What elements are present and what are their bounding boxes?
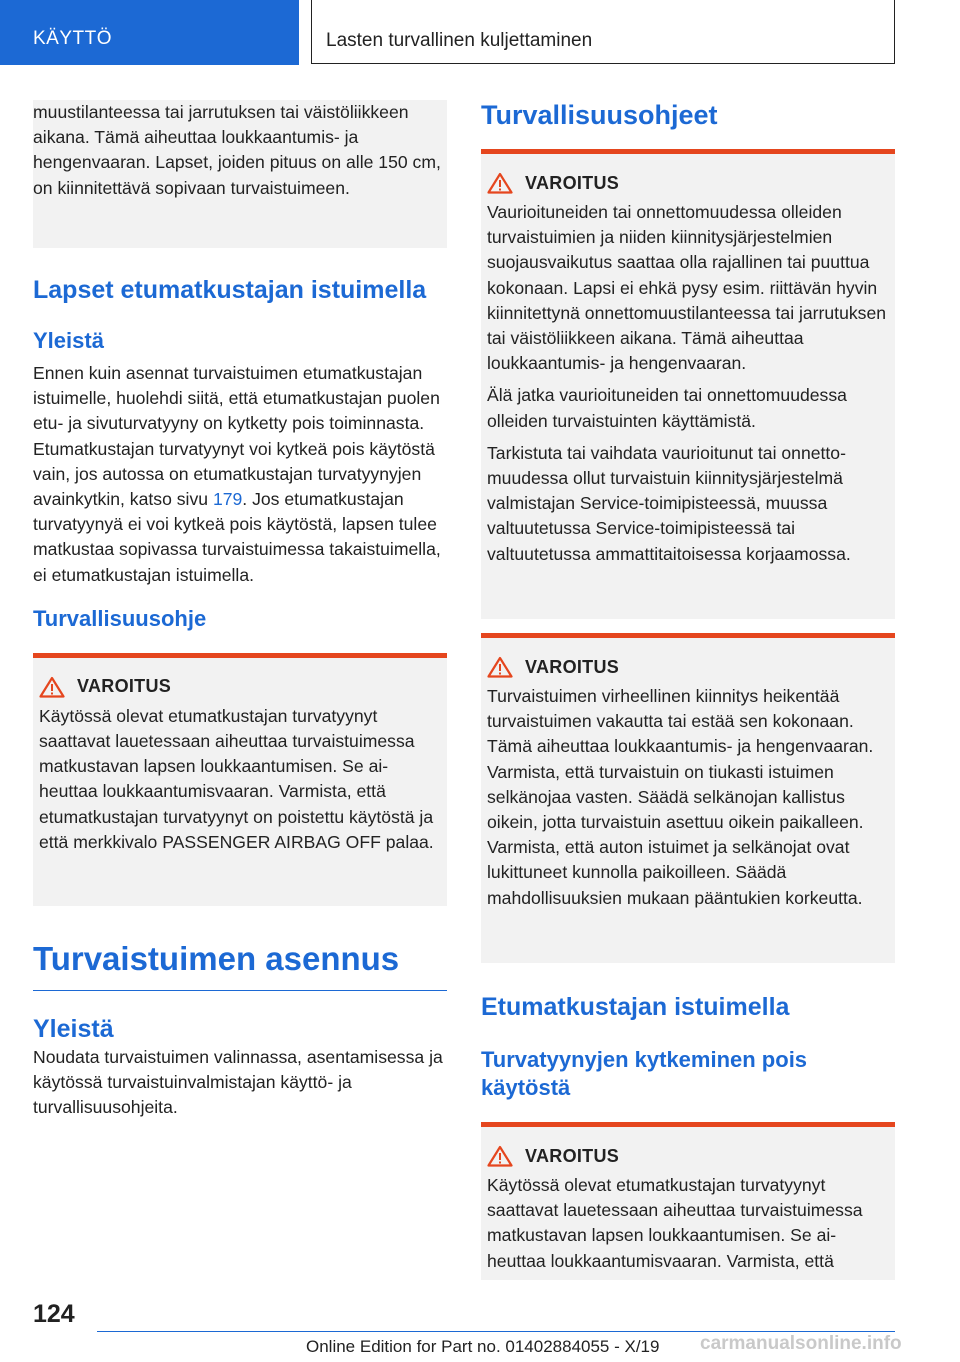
general-text-1: Ennen kuin asennat turvaistuimen etumatkustajan istuimelle, huolehdi siitä, että etumatkustajan puolen etu- ja sivuturvatyyny on kytketty pois toiminnasta. Etumatkustajan turvatyynyt voi kytkeä pois käytöstä vain, jos autossa on etumatkustajan turvatyynyjen avainkytkin, katso sivu [33, 363, 440, 510]
warning-box-airbag [33, 653, 447, 906]
warning-triangle-icon [487, 656, 513, 678]
heading-front-seat: Etumatkustajan istuimella [481, 993, 790, 1021]
heading-disable-airbags: Turvatyynyjen kytkeminen pois käytöstä [481, 1047, 808, 1100]
chapter-title: Lasten turvallinen kuljettaminen [326, 30, 593, 51]
warning-text-3: Tarkistuta tai vaihdata vaurioitunut tai onnettomuudessa ollut turvaistuin kiinnitysjärjestelmä valmistajan Service-toimipisteessä, muussa valtuutetussa Service-toimipisteessä tai valtuutetussa ammattitaitoisessa korjaamossa. [487, 442, 851, 564]
footer-rule [97, 1331, 895, 1332]
heading-safety-note: Turvallisuusohje [33, 605, 207, 631]
warning-box-airbag-active [481, 1122, 895, 1280]
section-title: KÄYTTÖ [33, 28, 113, 49]
warning-header [487, 172, 887, 194]
general-text-2: . Jos etumatkustajan turvatyynyä ei voi kytkeä pois käytöstä, lapsen tulee matkustaa sopivassa turvaistuimessa takaistuimella, ei etumatkustajan istuimella. [33, 489, 441, 585]
warning-triangle-icon [487, 172, 513, 194]
continued-warning [33, 100, 447, 248]
warning-header [487, 656, 887, 678]
chapter-header [311, 0, 895, 64]
warning-text-1: Vaurioituneiden tai onnettomuudessa olleiden turvaistuimien ja niiden kiinnitysjärjestelmien suojausvaikutus saattaa olla rajallinen tai puuttua kokonaan. Lapsi ei ehkä pysy esim. riittävän hyvin kiinnitettynä onnettomuustilanteessa tai jarrutuksen tai väistöliikkeen aikana. Tämä aiheuttaa loukkaantumis- ja hengenvaaran. [487, 202, 887, 374]
warning-header [487, 1145, 887, 1167]
heading-safety-notes: Turvallisuusohjeet [481, 100, 718, 130]
heading-general: Yleistä [33, 328, 104, 353]
right-column [481, 100, 895, 1280]
warning-box-incorrect-install [481, 633, 895, 963]
warning-label: VAROITUS [525, 656, 620, 677]
heading-rule [33, 990, 447, 991]
warning-header [39, 676, 439, 698]
warning-label: VAROITUS [525, 1145, 620, 1166]
warning-triangle-icon [487, 1145, 513, 1167]
watermark: carmanualsonline.info [700, 1333, 902, 1354]
general-paragraph [33, 361, 447, 588]
installation-paragraph: Noudata turvaistuimen valinnassa, asentamisessa ja käytössä turvaistuinvalmistajan käyttö- ja turvallisuusohjeita. [33, 1046, 443, 1118]
warning-text: Turvaistuimen virheellinen kiinnitys heikentää turvaistuimen vakautta tai estää sen kokonaan. Tämä aiheuttaa loukkaantumis- ja hengenvaaran. Varmista, että turvaistuin on tiukasti istuimen selkänojaa vasten. Säädä selkänojan kallistus oikein, jotta turvaistuin asettuu oikein paikalleen. Varmista, että auton istuimet ja selkänojat ovat lukittuneet kunnolla paikoilleen. Säädä mahdollisuuksien mukaan pääntukien korkeutta. [487, 686, 874, 908]
page-number: 124 [33, 1300, 75, 1328]
footer-edition: Online Edition for Part no. 01402884055 - X/19 [306, 1337, 660, 1356]
warning-text-2: Älä jatka vaurioituneiden tai onnettomuudessa olleiden turvaistuinten käyttämistä. [487, 385, 847, 431]
left-column [33, 100, 447, 1120]
page-link-179[interactable]: 179 [212, 489, 243, 510]
warning-box-damaged-seats [481, 149, 895, 619]
section-tab [0, 0, 299, 65]
heading-general-2: Yleistä [33, 1014, 114, 1043]
warning-label: VAROITUS [77, 676, 172, 697]
continued-warning-text: muustilanteessa tai jarrutuksen tai väistöliikkeen aikana. Tämä aiheuttaa loukkaantumis- ja hengenvaaran. Lapset, joiden pituus on alle 150 cm, on kiinnitettävä sopivaan turvaistuimeen. [33, 102, 441, 198]
heading-seat-installation: Turvaistuimen asennus [33, 939, 400, 977]
heading-front-seat-children: Lapset etumatkustajan istuimella [33, 276, 427, 304]
warning-text: Käytössä olevat etumatkustajan turvatyynyt saattavat lauetessaan aiheuttaa turvaistuimessa matkustavan lapsen loukkaantumisen. Se aiheuttaa loukkaantumisvaaran. Varmista, että [487, 1175, 863, 1271]
warning-triangle-icon [39, 676, 65, 698]
warning-text: Käytössä olevat etumatkustajan turvatyynyt saattavat lauetessaan aiheuttaa turvaistuimessa matkustavan lapsen loukkaantumisen. Se aiheuttaa loukkaantumisvaaran. Varmista, että etumatkustajan turvatyynyt on poistettu käytöstä ja että merkkivalo PASSENGER AIRBAG OFF palaa. [39, 705, 434, 852]
warning-label: VAROITUS [525, 172, 620, 193]
